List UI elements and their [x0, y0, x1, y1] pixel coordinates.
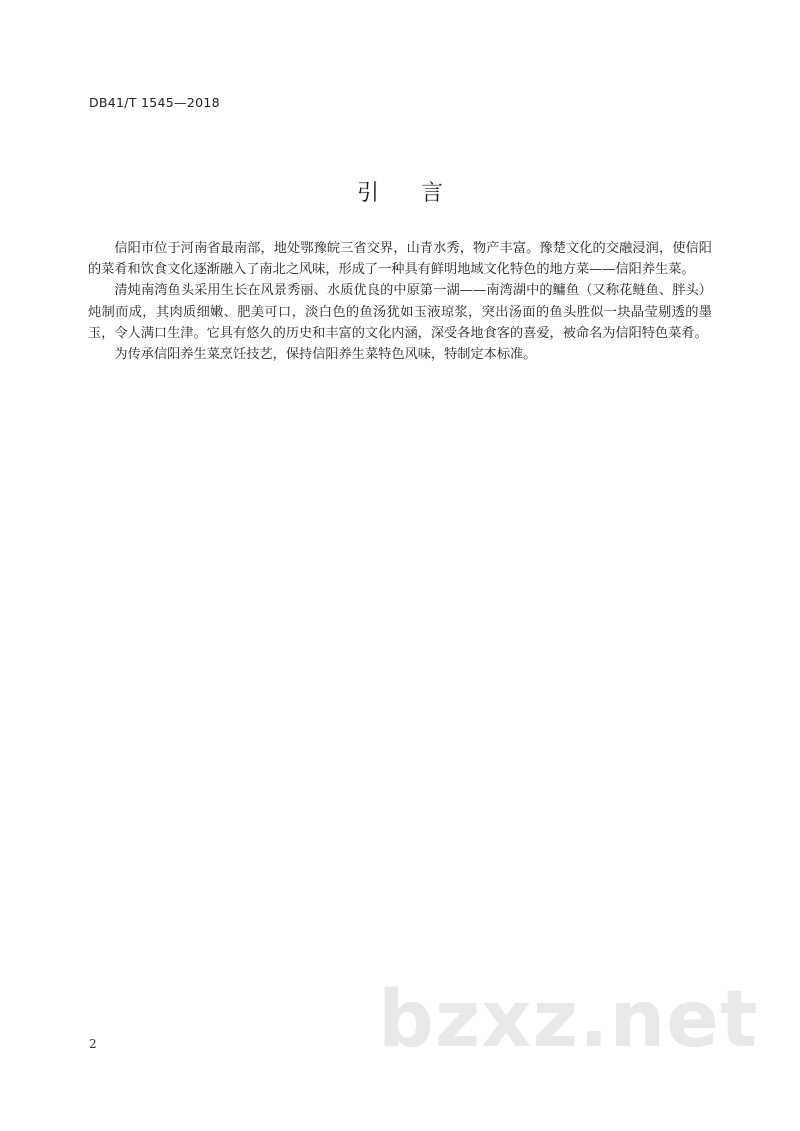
paragraph: 为传承信阳养生菜烹饪技艺，保持信阳养生菜特色风味，特制定本标准。 — [114, 347, 537, 363]
watermark: bzxz.net — [378, 975, 759, 1065]
page-number: 2 — [89, 1037, 97, 1051]
document-code: DB41/T 1545—2018 — [89, 95, 220, 110]
paragraph: 清炖南湾鱼头采用生长在风景秀丽、水质优良的中原第一湖——南湾湖中的鳙鱼（又称花鲢鱼、胖头）炖制而成，其肉质细嫩、肥美可口，淡白色的鱼汤犹如玉液琼浆，突出汤面的鱼头胜似一块晶莹剔透的墨玉，令人满口生津。它具有悠久的历史和丰富的文化内涵，深受各地食客的喜爱，被命名为信阳特色菜肴。 — [88, 283, 712, 341]
paragraph: 信阳市位于河南省最南部，地处鄂豫皖三省交界，山青水秀，物产丰富。豫楚文化的交融浸润，使信阳的菜肴和饮食文化逐渐融入了南北之风味，形成了一种具有鲜明地域文化特色的地方菜——信阳养生菜。 — [88, 241, 712, 278]
section-title: 引言 — [356, 181, 485, 206]
body-text — [88, 238, 712, 365]
